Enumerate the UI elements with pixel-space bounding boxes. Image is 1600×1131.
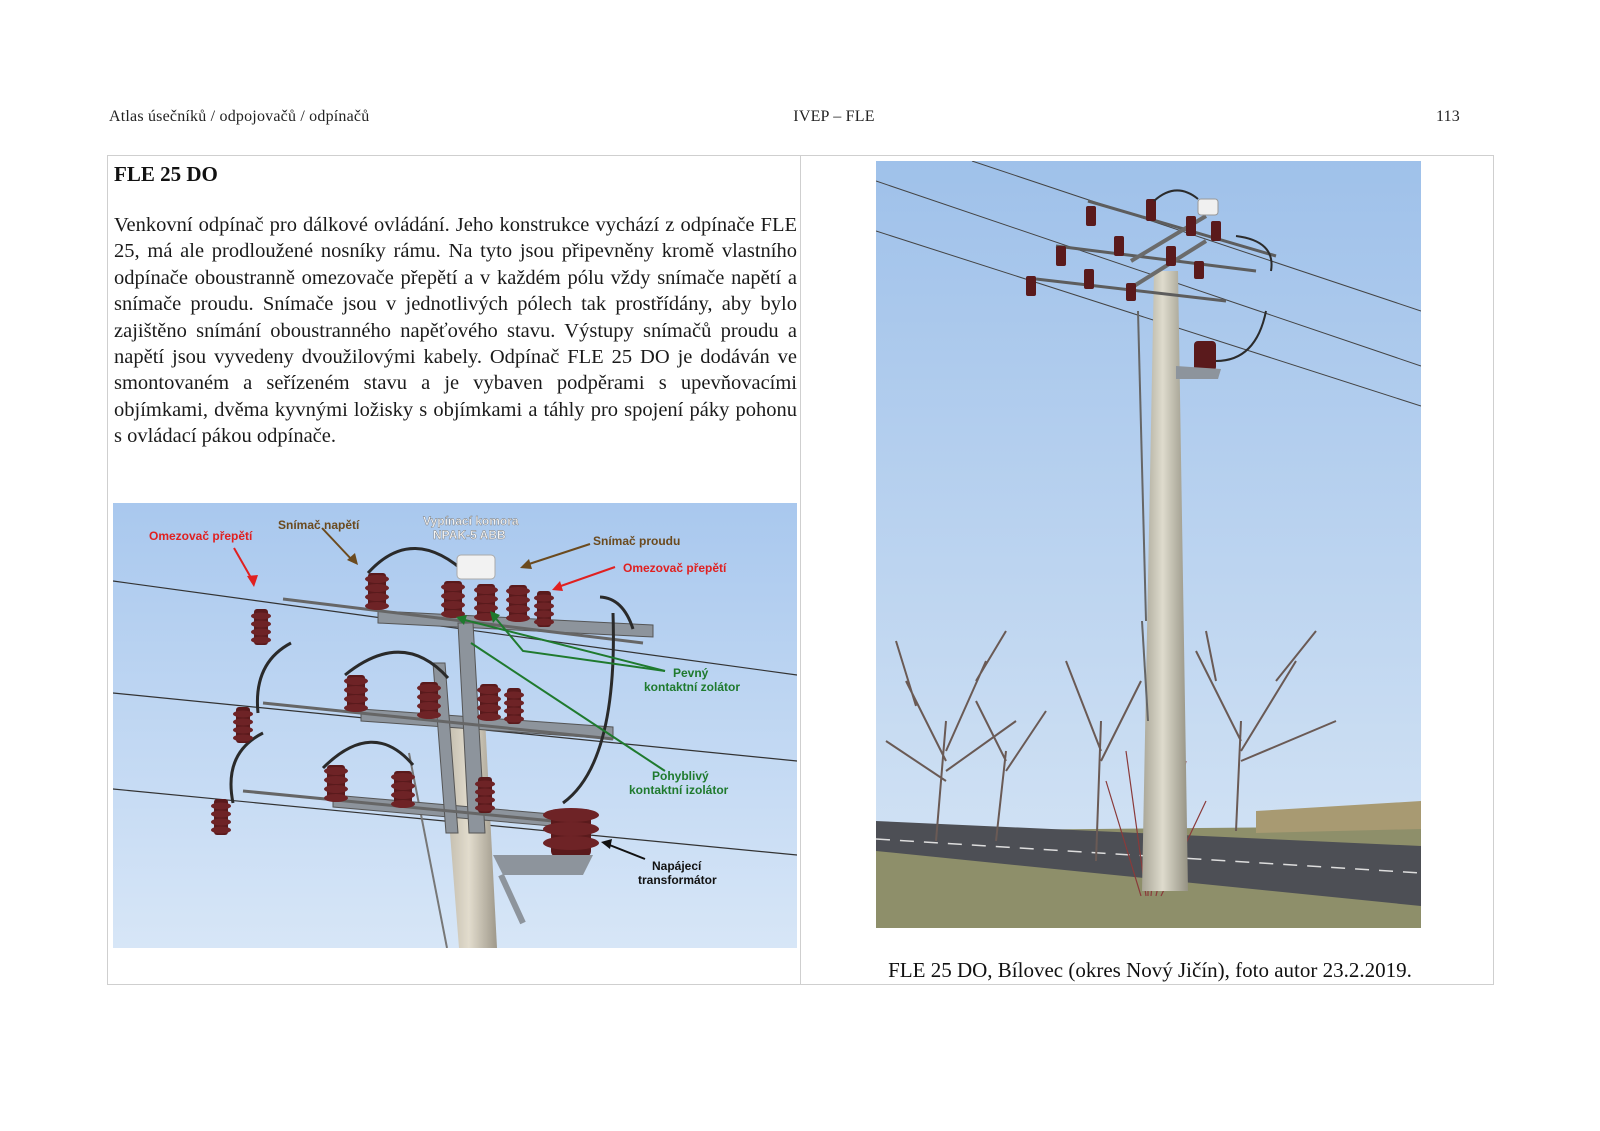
- label-chamber-line2: NPAK-5 ABB: [433, 528, 506, 542]
- label-voltage-sensor: Snímač napětí: [278, 518, 360, 532]
- label-surge-left: Omezovač přepětí: [149, 529, 253, 543]
- label-fixed-line1: Pevný: [673, 666, 709, 680]
- label-moving-line2: kontaktní izolátor: [629, 783, 729, 797]
- photo-caption: FLE 25 DO, Bílovec (okres Nový Jičín), foto autor 23.2.2019.: [888, 958, 1412, 982]
- pole-field-photo: [876, 161, 1421, 928]
- annotated-switch-photo: [113, 503, 797, 948]
- label-supply-line2: transformátor: [638, 873, 717, 887]
- column-divider: [800, 155, 801, 985]
- running-header-title: Atlas úsečníků / odpojovačů / odpínačů: [109, 108, 370, 125]
- running-header-section: IVEP – FLE: [793, 108, 875, 125]
- label-surge-right: Omezovač přepětí: [623, 561, 727, 575]
- label-chamber-line1: Vypínací komora: [423, 514, 519, 528]
- label-supply-line1: Napájecí: [652, 859, 702, 873]
- label-current-sensor: Snímač proudu: [593, 534, 681, 548]
- label-moving-line1: Pohyblivý: [652, 769, 709, 783]
- section-body: Venkovní odpínač pro dálkové ovládání. Jeho konstrukce vychází z odpínače FLE 25, má ale prodloužené nosníky rámu. Na tyto jsou připevněny kromě vlastního odpínače oboustranně omezovače přepětí a v každém pólu vždy snímače napětí a snímače proudu. Snímače jsou v jednotlivých pólech tak prostřídány, aby bylo zajištěno snímání oboustranného napěťového stavu. Výstupy snímačů proudu a napětí jsou vyvedeny dvoužilovými kabely. Odpínač FLE 25 DO je dodáván ve smontovaném a seřízeném stavu a je vybaven podpěrami s upevňovacími objímkami, dvěma kyvnými ložisky s objímkami a táhly pro spojení páky pohonu s ovládací pákou odpínače.: [114, 214, 797, 448]
- label-fixed-line2: kontaktní zolátor: [644, 680, 741, 694]
- page-number: 113: [1435, 108, 1460, 125]
- section-title: FLE 25 DO: [114, 162, 218, 186]
